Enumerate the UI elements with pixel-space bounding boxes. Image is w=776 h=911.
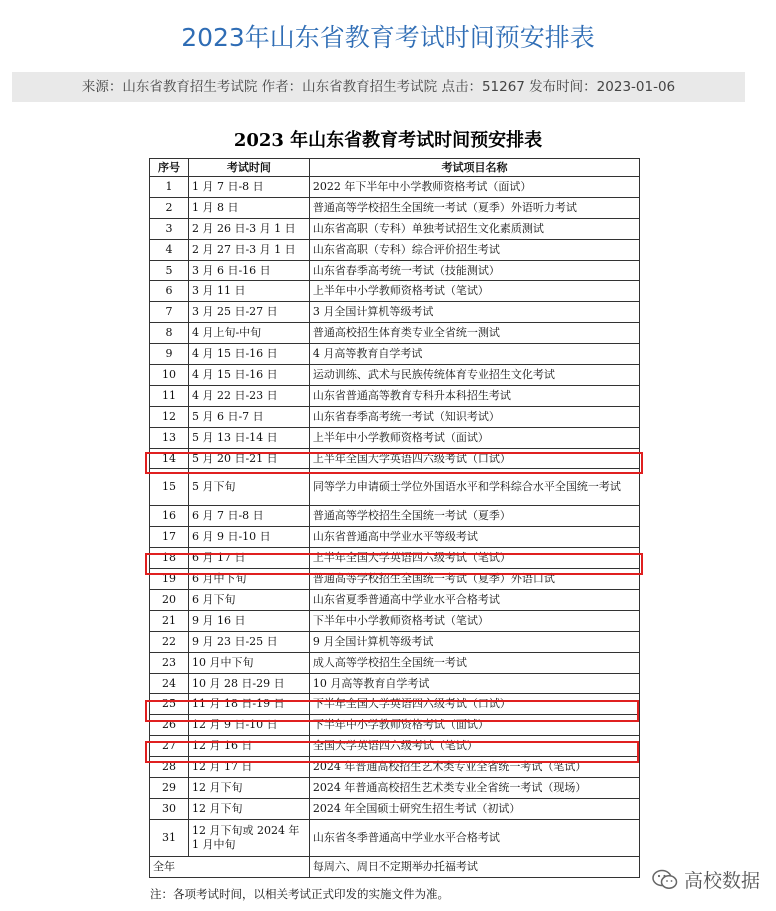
row-number: 7 [150, 302, 189, 323]
row-exam-time: 10 月 28 日-29 日 [188, 673, 309, 694]
table-row [150, 218, 640, 239]
row-exam-time: 6 月下旬 [188, 590, 309, 611]
row-exam-name: 4 月高等教育自学考试 [309, 344, 639, 365]
row-number: 16 [150, 506, 189, 527]
row-exam-name: 山东省高职（专科）综合评价招生考试 [309, 239, 639, 260]
row-exam-time: 6 月中下旬 [188, 569, 309, 590]
row-exam-time: 4 月 15 日-16 日 [188, 365, 309, 386]
table-row [150, 281, 640, 302]
row-exam-time: 12 月下旬 [188, 778, 309, 799]
header-number: 序号 [150, 159, 189, 177]
highlight-box-row-27 [145, 741, 639, 763]
table-row [150, 527, 640, 548]
watermark [652, 866, 760, 893]
row-exam-time: 4 月 15 日-16 日 [188, 344, 309, 365]
row-number: 19 [150, 569, 189, 590]
row-exam-name: 山东省春季高考统一考试（技能测试） [309, 260, 639, 281]
footnote: 注：各项考试时间，以相关考试正式印发的实施文件为准。 [150, 887, 449, 901]
row-exam-name: 2022 年下半年中小学教师资格考试（面试） [309, 177, 639, 198]
table-row [150, 798, 640, 819]
article-meta: 来源：山东省教育招生考试院 作者：山东省教育招生考试院 点击：51267 发布时间：2023-01-06 [12, 72, 745, 102]
highlight-box-row-14 [145, 452, 643, 474]
table-row [150, 177, 640, 198]
row-exam-name: 上半年全国大学英语四六级考试（笔试） [309, 548, 639, 569]
row-number: 12 [150, 406, 189, 427]
row-exam-time: 10 月中下旬 [188, 652, 309, 673]
row-number: 8 [150, 323, 189, 344]
table-header-row [150, 159, 640, 177]
row-exam-time: 5 月 6 日-7 日 [188, 406, 309, 427]
row-exam-name: 山东省普通高等教育专科升本科招生考试 [309, 385, 639, 406]
row-exam-time: 4 月 22 日-23 日 [188, 385, 309, 406]
row-exam-name: 同等学力申请硕士学位外国语水平和学科综合水平全国统一考试 [309, 469, 639, 506]
row-number: 23 [150, 652, 189, 673]
row-exam-time: 9 月 23 日-25 日 [188, 631, 309, 652]
row-exam-name: 山东省夏季普通高中学业水平合格考试 [309, 590, 639, 611]
row-exam-time: 12 月下旬 [188, 798, 309, 819]
row-exam-time: 12 月 16 日 [188, 736, 309, 757]
row-exam-time: 9 月 16 日 [188, 610, 309, 631]
row-number: 10 [150, 365, 189, 386]
row-exam-name: 上半年中小学教师资格考试（笔试） [309, 281, 639, 302]
row-number: 31 [150, 819, 189, 856]
row-number: 6 [150, 281, 189, 302]
row-number: 30 [150, 798, 189, 819]
row-exam-time: 3 月 11 日 [188, 281, 309, 302]
row-exam-name: 山东省高职（专科）单独考试招生文化素质测试 [309, 218, 639, 239]
table-row [150, 673, 640, 694]
table-row [150, 610, 640, 631]
table-row [150, 427, 640, 448]
row-exam-name: 上半年全国大学英语四六级考试（口试） [309, 448, 639, 469]
row-number: 14 [150, 448, 189, 469]
row-exam-time: 12 月 9 日-10 日 [188, 715, 309, 736]
row-exam-time: 1 月 7 日-8 日 [188, 177, 309, 198]
row-exam-name: 3 月全国计算机等级考试 [309, 302, 639, 323]
row-exam-name: 成人高等学校招生全国统一考试 [309, 652, 639, 673]
row-number: 20 [150, 590, 189, 611]
header-exam-time: 考试时间 [188, 159, 309, 177]
row-number: 1 [150, 177, 189, 198]
row-exam-name: 运动训练、武术与民族传统体育专业招生文化考试 [309, 365, 639, 386]
row-exam-time: 5 月 20 日-21 日 [188, 448, 309, 469]
row-number: 25 [150, 694, 189, 715]
table-row [150, 590, 640, 611]
table-row [150, 652, 640, 673]
table-row [150, 406, 640, 427]
row-exam-time: 3 月 25 日-27 日 [188, 302, 309, 323]
row-exam-name: 普通高等学校招生全国统一考试（夏季） [309, 506, 639, 527]
row-number: 18 [150, 548, 189, 569]
row-exam-name: 10 月高等教育自学考试 [309, 673, 639, 694]
row-exam-name: 下半年中小学教师资格考试（面试） [309, 715, 639, 736]
row-exam-name: 2024 年普通高校招生艺术类专业全省统一考试（现场） [309, 778, 639, 799]
row-exam-time: 5 月 13 日-14 日 [188, 427, 309, 448]
row-exam-time: 6 月 7 日-8 日 [188, 506, 309, 527]
row-number: 5 [150, 260, 189, 281]
row-exam-name: 普通高校招生体育类专业全省统一测试 [309, 323, 639, 344]
row-exam-name: 山东省普通高中学业水平等级考试 [309, 527, 639, 548]
row-exam-time: 2 月 27 日-3 月 1 日 [188, 239, 309, 260]
row-exam-name: 9 月全国计算机等级考试 [309, 631, 639, 652]
footer-value: 每周六、周日不定期举办托福考试 [309, 856, 639, 877]
row-exam-time: 5 月下旬 [188, 469, 309, 506]
row-number: 22 [150, 631, 189, 652]
row-exam-time: 1 月 8 日 [188, 197, 309, 218]
table-row [150, 239, 640, 260]
row-number: 27 [150, 736, 189, 757]
page-title: 2023年山东省教育考试时间预安排表 [181, 23, 595, 52]
table-row [150, 302, 640, 323]
row-number: 11 [150, 385, 189, 406]
table-row [150, 819, 640, 856]
highlight-box-row-18 [145, 553, 643, 575]
row-exam-name: 下半年中小学教师资格考试（笔试） [309, 610, 639, 631]
row-exam-time: 2 月 26 日-3 月 1 日 [188, 218, 309, 239]
header-exam-name: 考试项目名称 [309, 159, 639, 177]
row-exam-time: 6 月 17 日 [188, 548, 309, 569]
row-exam-name: 山东省冬季普通高中学业水平合格考试 [309, 819, 639, 856]
schedule-table [149, 158, 640, 878]
row-exam-time: 12 月 17 日 [188, 757, 309, 778]
row-exam-name: 2024 年普通高校招生艺术类专业全省统一考试（笔试） [309, 757, 639, 778]
watermark-text: 高校数据 [684, 870, 761, 892]
row-number: 21 [150, 610, 189, 631]
row-number: 4 [150, 239, 189, 260]
row-exam-name: 下半年全国大学英语四六级考试（口试） [309, 694, 639, 715]
row-exam-time: 3 月 6 日-16 日 [188, 260, 309, 281]
table-row [150, 469, 640, 506]
table-row [150, 260, 640, 281]
table-row [150, 631, 640, 652]
table-footer-row [150, 856, 640, 877]
row-exam-name: 普通高等学校招生全国统一考试（夏季）外语口试 [309, 569, 639, 590]
document-heading: 2023 年山东省教育考试时间预安排表 [233, 130, 543, 151]
row-exam-name: 山东省春季高考统一考试（知识考试） [309, 406, 639, 427]
row-exam-name: 普通高等学校招生全国统一考试（夏季）外语听力考试 [309, 197, 639, 218]
row-exam-time: 11 月 18 日-19 日 [188, 694, 309, 715]
row-exam-time: 6 月 9 日-10 日 [188, 527, 309, 548]
table-row [150, 323, 640, 344]
row-exam-time: 12 月下旬或 2024 年 1 月中旬 [188, 819, 309, 856]
row-number: 15 [150, 469, 189, 506]
table-row [150, 344, 640, 365]
highlight-box-row-25 [145, 700, 639, 722]
row-exam-time: 4 月上旬-中旬 [188, 323, 309, 344]
table-row [150, 385, 640, 406]
table-row [150, 365, 640, 386]
row-number: 26 [150, 715, 189, 736]
table-row [150, 778, 640, 799]
row-number: 24 [150, 673, 189, 694]
row-number: 28 [150, 757, 189, 778]
row-number: 3 [150, 218, 189, 239]
row-number: 13 [150, 427, 189, 448]
row-number: 2 [150, 197, 189, 218]
row-number: 9 [150, 344, 189, 365]
row-number: 17 [150, 527, 189, 548]
row-exam-name: 上半年中小学教师资格考试（面试） [309, 427, 639, 448]
footer-label: 全年 [150, 856, 310, 877]
table-row [150, 506, 640, 527]
table-row [150, 197, 640, 218]
row-exam-name: 全国大学英语四六级考试（笔试） [309, 736, 639, 757]
row-exam-name: 2024 年全国硕士研究生招生考试（初试） [309, 798, 639, 819]
wechat-icon [652, 869, 678, 891]
row-number: 29 [150, 778, 189, 799]
